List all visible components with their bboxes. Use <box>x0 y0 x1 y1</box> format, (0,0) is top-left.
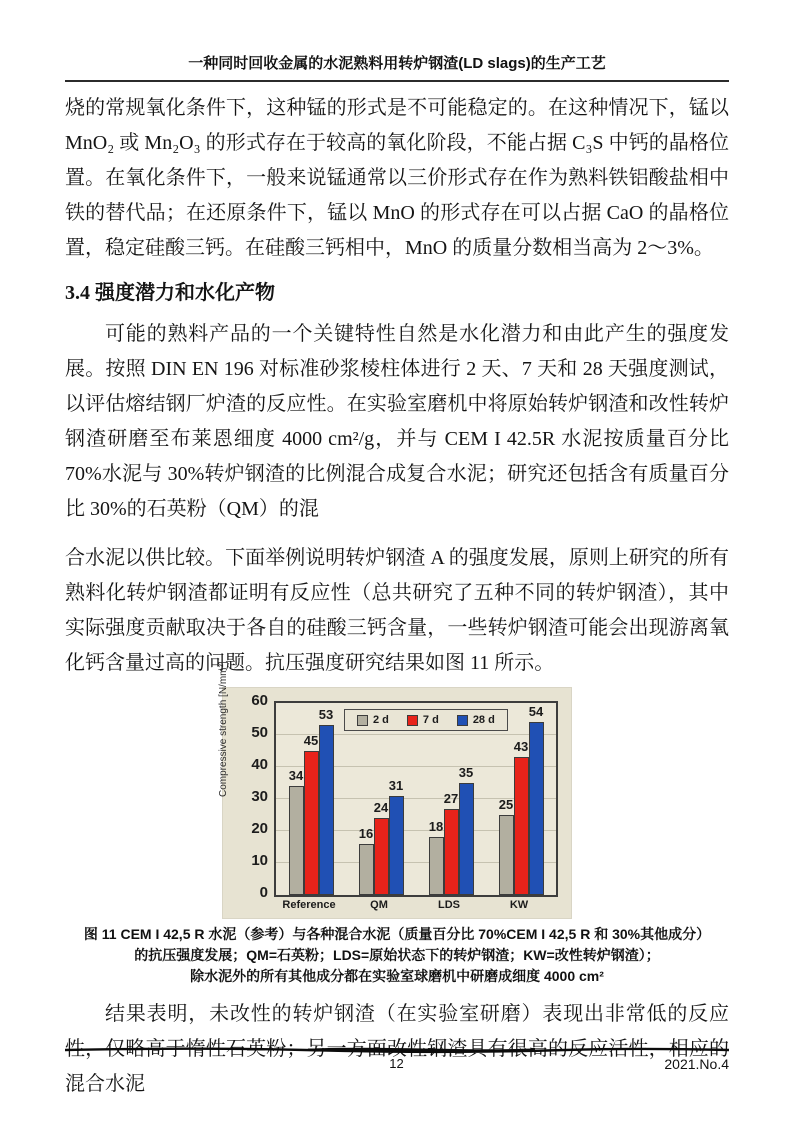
footer-page-number: 12 <box>389 1056 404 1071</box>
chart-bar-value-label: 18 <box>428 819 444 835</box>
figure-caption-line: 除水泥外的所有其他成分都在实验室球磨机中研磨成细度 4000 cm² <box>190 968 604 984</box>
chart-bar-value-label: 34 <box>288 768 304 784</box>
chart-plot <box>274 701 558 897</box>
chart-legend-item <box>357 714 389 726</box>
chart-bar-value-label: 53 <box>318 707 334 723</box>
chart-bar-Reference-28d <box>319 725 334 895</box>
chart-bar-value-label: 35 <box>458 765 474 780</box>
chart-x-category-label: Reference <box>282 899 336 911</box>
chart-bar-value-label: 54 <box>528 704 544 720</box>
chart-y-tick-label: 0 <box>259 884 268 901</box>
chart-legend-item <box>407 714 439 726</box>
figure-caption-line: 图 11 CEM I 42,5 R 水泥（参考）与各种混合水泥（质量百分比 70%CEM I 42,5 R 和 30%其他成分） <box>83 926 711 942</box>
legend-swatch-icon <box>457 715 468 726</box>
chart-bar-value-label: 45 <box>303 733 319 748</box>
figure-caption-line: 的抗压强度发展；QM=石英粉；LDS=原始状态下的转炉钢渣；KW=改性转炉钢渣）； <box>134 947 660 963</box>
chart-legend-label: 2 d <box>373 714 389 726</box>
chart-bar-value-label: 43 <box>513 739 529 755</box>
footer-rule <box>65 1046 729 1054</box>
legend-swatch-icon <box>407 715 418 726</box>
chart-bar-QM-28d <box>389 796 404 895</box>
chart-y-tick-label: 30 <box>251 788 268 805</box>
figure-11-bar-chart <box>218 661 572 919</box>
header-title: 一种同时回收金属的水泥熟料用转炉钢渣(LD slags)的生产工艺 <box>188 55 606 72</box>
chart-bar-QM-2d <box>359 844 374 895</box>
paragraph-manganese: 烧的常规氧化条件下，这种锰的形式是不可能稳定的。在这种情况下，锰以 MnO₂ 或 Mn₂O₃ 的形式存在于较高的氧化阶段，不能占据 C₃S 中钙的晶格位置。在氧化条件下，一般来说锰通常以三价形式存在作为熟料铁铝酸盐相中铁的替代品；在还原条件下，锰以 MnO 的形式存在可以占据 CaO 的晶格位置，稳定硅酸三钙。在硅酸三钙相中，MnO 的质量分数相当高为 2～3%。 <box>65 97 729 259</box>
legend-swatch-icon <box>357 715 368 726</box>
chart-legend-item <box>457 714 495 726</box>
chart-y-tick-label: 10 <box>251 852 268 869</box>
chart-x-category-label: KW <box>509 899 529 911</box>
chart-x-category-label: QM <box>370 899 388 911</box>
chart-bar-KW-7d <box>514 757 529 895</box>
footer-issue-number: 2021.No.4 <box>664 1056 729 1072</box>
chart-y-tick-label: 20 <box>251 820 268 837</box>
paragraph-strength-tests: 可能的熟料产品的一个关键特性自然是水化潜力和由此产生的强度发展。按照 DIN EN 196 对标准砂浆棱柱体进行 2 天、7 天和 28 天强度测试，以评估熔结钢厂炉渣的反应性。在实验室磨机中将原始转炉钢渣和改性转炉钢渣研磨至布莱恩细度 4000 cm²/g，并与 CEM I 42.5R 水泥按质量百分比 70%水泥与 30%转炉钢渣的比例混合成复合水泥；研究还包括含有质量百分比 30%的石英粉（QM）的混 <box>65 323 729 520</box>
header-rule <box>65 80 729 82</box>
chart-bar-KW-2d <box>499 815 514 895</box>
chart-bar-LDS-7d <box>444 809 459 895</box>
chart-bar-LDS-28d <box>459 783 474 895</box>
chart-y-tick-label: 40 <box>251 756 268 773</box>
chart-y-tick-label: 60 <box>251 692 268 709</box>
chart-bar-value-label: 31 <box>388 777 404 793</box>
chart-bar-QM-7d <box>374 818 389 895</box>
chart-bar-value-label: 27 <box>443 790 459 806</box>
chart-bar-LDS-2d <box>429 837 444 895</box>
chart-bar-KW-28d <box>529 722 544 895</box>
chart-bar-value-label: 16 <box>358 825 374 841</box>
chart-x-category-label: LDS <box>438 899 460 911</box>
chart-y-axis-title: Compressive strength [N/mm²] <box>218 661 229 797</box>
chart-legend-label: 28 d <box>472 714 495 726</box>
chart-bar-Reference-2d <box>289 786 304 895</box>
page-content <box>65 0 729 1102</box>
figure-caption <box>65 924 729 987</box>
chart-y-tick-label: 50 <box>251 724 268 741</box>
chart-legend <box>344 709 508 731</box>
chart-legend-label: 7 d <box>422 714 439 726</box>
section-heading-3-4: 3.4 强度潜力和水化产物 <box>65 282 275 304</box>
paragraph-results: 结果表明，未改性的转炉钢渣（在实验室研磨）表现出非常低的反应性，仅略高于惰性石英粉；另一方面改性钢渣具有很高的反应活性，相应的混合水泥 <box>65 1003 729 1095</box>
chart-bar-value-label: 24 <box>373 800 389 816</box>
chart-bar-Reference-7d <box>304 751 319 895</box>
paragraph-strength-tests-continued: 合水泥以供比较。下面举例说明转炉钢渣 A 的强度发展，原则上研究的所有熟料化转炉钢渣都证明有反应性（总共研究了五种不同的转炉钢渣），其中实际强度贡献取决于各自的硅酸三钙含量，一些转炉钢渣可能会出现游离氧化钙含量过高的问题。抗压强度研究结果如图 11 所示。 <box>65 547 729 674</box>
chart-bar-value-label: 25 <box>498 797 514 812</box>
